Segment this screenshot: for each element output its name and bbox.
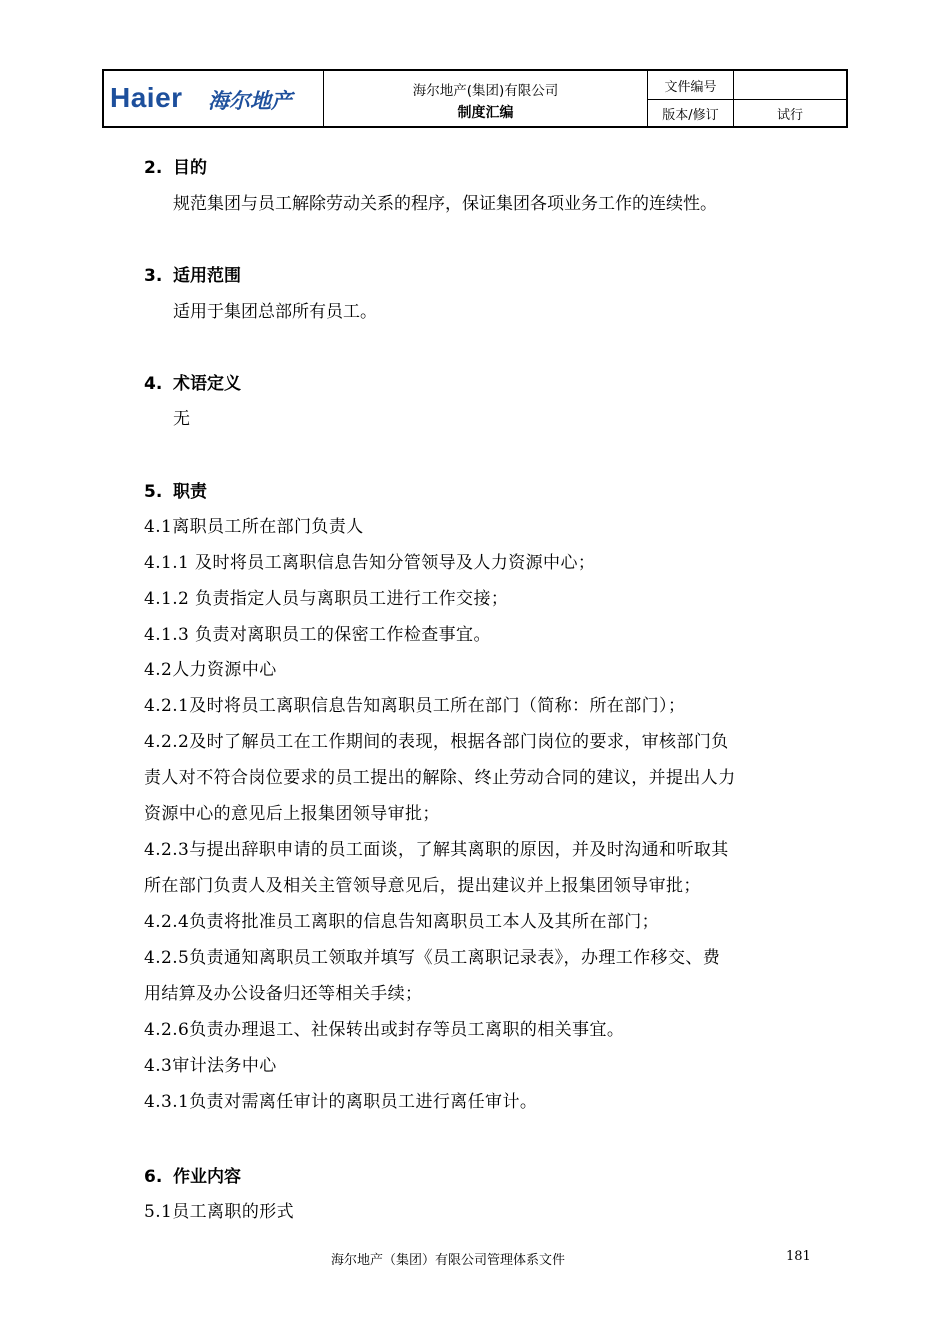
duty-line: 4.2.3与提出辞职申请的员工面谈，了解其离职的原因，并及时沟通和听取其 [144, 840, 729, 860]
duty-line: 4.2.2及时了解员工在工作期间的表现，根据各部门岗位的要求，审核部门负 [144, 732, 729, 752]
logo-cell [104, 71, 324, 126]
duty-line: 4.2.6负责办理退工、社保转出或封存等员工离职的相关事宜。 [144, 1020, 625, 1040]
duty-line: 责人对不符合岗位要求的员工提出的解除、终止劳动合同的建议，并提出人力 [144, 768, 736, 788]
section-body-scope: 适用于集团总部所有员工。 [173, 302, 377, 322]
document-header [102, 69, 848, 128]
footer-text: 海尔地产（集团）有限公司管理体系文件 [331, 1253, 566, 1268]
section-heading-scope: 3. 适用范围 [144, 266, 241, 286]
version-value: 试行 [776, 107, 803, 123]
duty-line: 4.1.2 负责指定人员与离职员工进行工作交接； [144, 589, 509, 609]
section-body-purpose: 规范集团与员工解除劳动关系的程序，保证集团各项业务工作的连续性。 [173, 194, 717, 214]
section-heading-duties: 5. 职责 [144, 482, 207, 502]
duty-line: 资源中心的意见后上报集团领导审批； [144, 804, 440, 824]
section-heading-work: 6. 作业内容 [144, 1167, 241, 1187]
section-body-terms: 无 [173, 409, 190, 429]
work-line: 5.1员工离职的形式 [144, 1202, 295, 1222]
duty-line: 4.2.4负责将批准员工离职的信息告知离职员工本人及其所在部门； [144, 912, 660, 932]
section-heading-terms: 4. 术语定义 [144, 374, 241, 394]
duty-line: 4.2人力资源中心 [144, 660, 277, 680]
duty-line: 4.3.1负责对需离任审计的离职员工进行离任审计。 [144, 1092, 538, 1112]
file-no-label: 文件编号 [648, 71, 734, 100]
duty-line: 所在部门负责人及相关主管领导意见后，提出建议并上报集团领导审批； [144, 876, 701, 896]
duty-line: 4.1离职员工所在部门负责人 [144, 517, 364, 537]
haier-real-estate-logo: 海尔地产 [208, 89, 292, 113]
version-label: 版本/修订 [648, 100, 734, 126]
duty-line: 4.1.1 及时将员工离职信息告知分管领导及人力资源中心； [144, 553, 596, 573]
haier-logo: Haier [110, 82, 183, 113]
company-name: 海尔地产(集团)有限公司 [412, 83, 559, 99]
section-heading-purpose: 2. 目的 [144, 158, 207, 178]
duty-line: 4.1.3 负责对离职员工的保密工作检查事宜。 [144, 625, 491, 645]
title-cell [324, 71, 648, 126]
duty-line: 用结算及办公设备归还等相关手续； [144, 984, 423, 1004]
file-no-value [734, 71, 846, 100]
page-number: 181 [786, 1249, 811, 1264]
doc-title: 制度汇编 [457, 105, 514, 121]
duty-line: 4.2.1及时将员工离职信息告知离职员工所在部门（简称：所在部门）； [144, 696, 686, 716]
duty-line: 4.3审计法务中心 [144, 1056, 277, 1076]
duty-line: 4.2.5负责通知离职员工领取并填写《员工离职记录表》，办理工作移交、费 [144, 948, 721, 968]
